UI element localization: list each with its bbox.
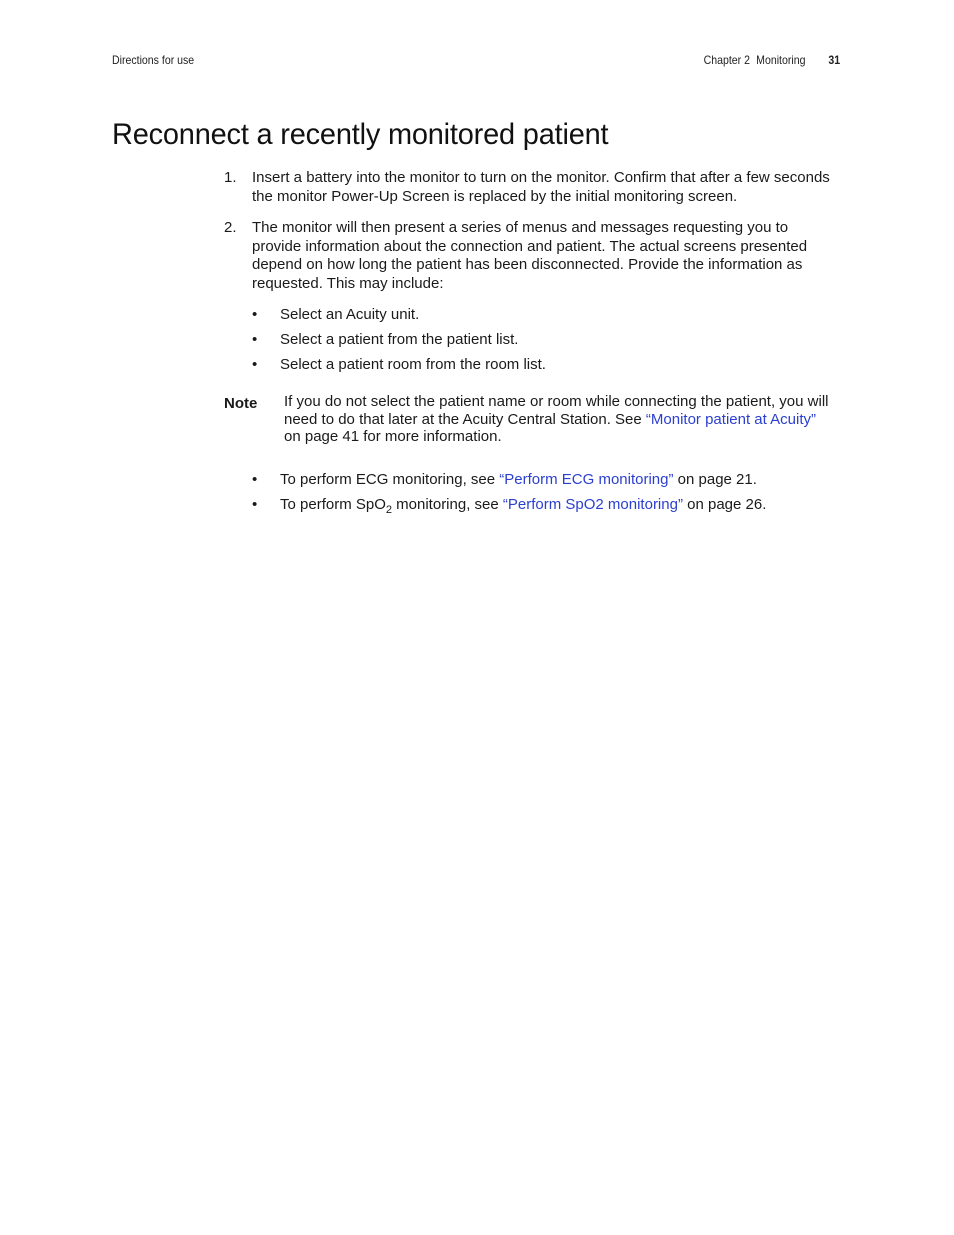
see-also-text: on page 26.: [682, 496, 767, 513]
subscript: 2: [385, 504, 392, 516]
list-item-text: Select a patient room from the room list.: [280, 356, 546, 373]
bullet-icon: •: [252, 306, 258, 323]
ecg-monitoring-link[interactable]: “Perform ECG monitoring”: [499, 471, 674, 488]
page-title: Reconnect a recently monitored patient: [112, 118, 609, 151]
note-text-after: on page 41 for more information.: [284, 428, 502, 445]
list-item-text: Select a patient from the patient list.: [280, 331, 519, 348]
see-also-text: monitoring, see: [392, 496, 503, 513]
see-also-text: on page 21.: [673, 471, 757, 488]
section-label: Monitoring: [756, 53, 806, 67]
step-1: [224, 169, 834, 206]
bullet-icon: •: [252, 331, 258, 348]
bullet-icon: •: [252, 356, 258, 373]
step-text: The monitor will then present a series of menus and messages requesting you to provide information about the connection and patient. The actual screens presented depend on how long the patient has been disconnected. Provide the information as requested. This may include:: [252, 219, 808, 292]
list-item: [252, 331, 842, 350]
list-item: [252, 356, 842, 375]
list-item-text: [280, 471, 757, 490]
chapter-label: Chapter 2: [703, 53, 750, 67]
see-also-text: To perform SpO: [280, 496, 386, 513]
bullet-icon: •: [252, 496, 258, 513]
page-number: 31: [828, 53, 840, 67]
list-item: [252, 496, 842, 515]
monitor-patient-link[interactable]: “Monitor patient at Acuity”: [645, 410, 816, 428]
step-number: 2.: [224, 219, 237, 236]
running-header-right: [704, 53, 840, 67]
list-item: [252, 306, 842, 325]
see-also-text: To perform ECG monitoring, see: [280, 471, 500, 488]
see-also-list: [252, 471, 842, 521]
step-2: [224, 219, 834, 293]
spo2-monitoring-link[interactable]: “Perform SpO2 monitoring”: [502, 496, 683, 513]
list-item-text: [280, 496, 766, 515]
running-header-left: Directions for use: [112, 53, 195, 67]
note-text-before: If you do not select the patient name or room while connecting the patient, you will need to do that later at the Acuity Central Station. See: [284, 393, 829, 428]
note-label: Note: [224, 395, 258, 412]
note-block: [224, 393, 836, 446]
step-number: 1.: [224, 169, 237, 186]
step-2-options-list: [252, 306, 842, 381]
bullet-icon: •: [252, 471, 258, 488]
note-text: [284, 393, 836, 446]
list-item-text: Select an Acuity unit.: [280, 306, 420, 323]
list-item: [252, 471, 842, 490]
step-text: Insert a battery into the monitor to turn on the monitor. Confirm that after a few seconds the monitor Power-Up Screen is replaced by the initial monitoring screen.: [252, 169, 830, 205]
